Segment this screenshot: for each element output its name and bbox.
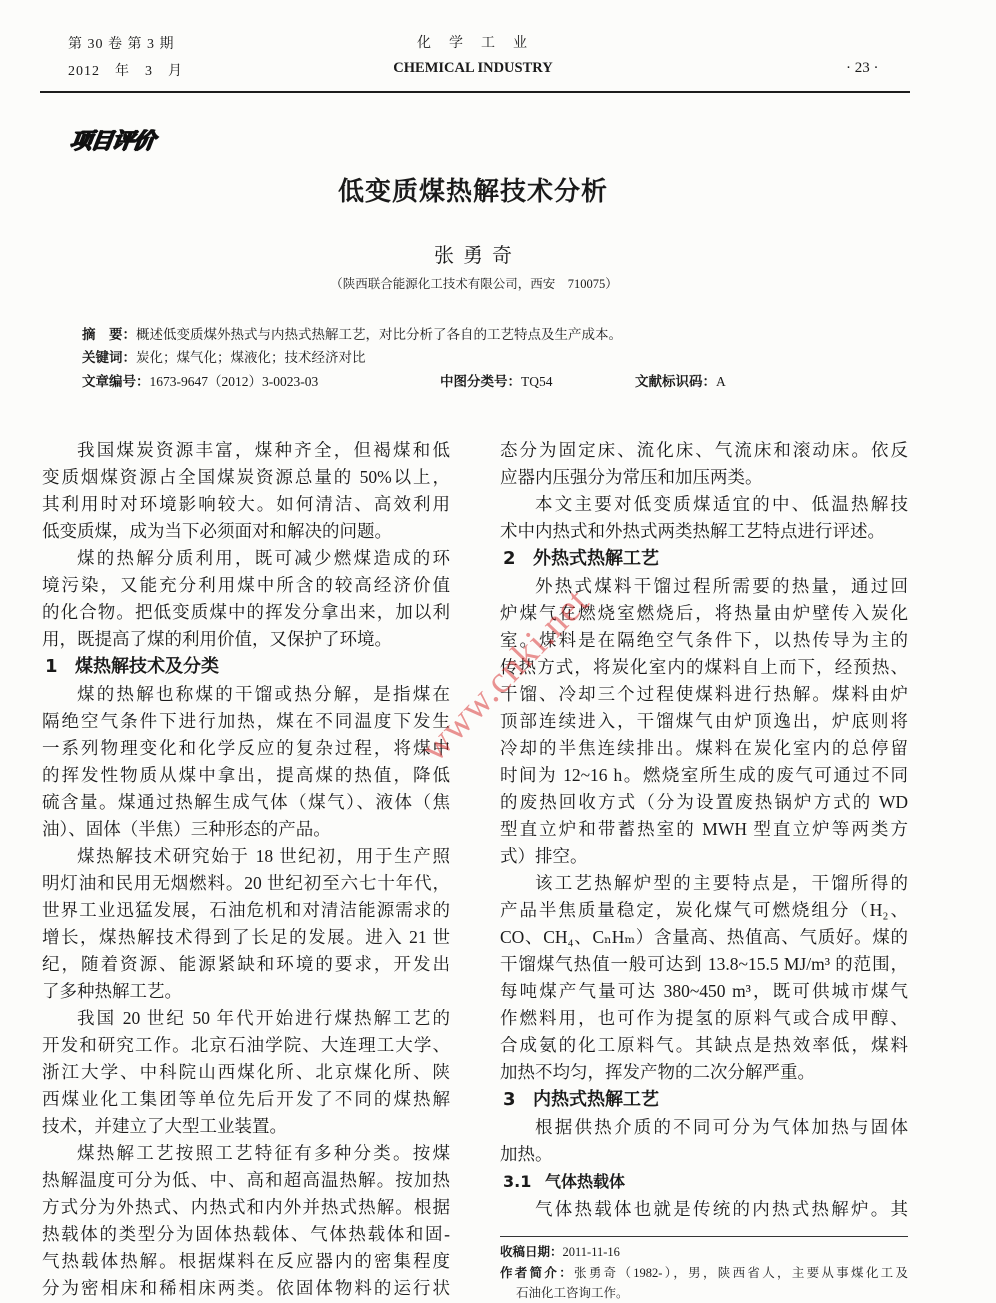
- text-line: 作燃料用，也可作为提氢的原料气或合成甲醇、: [500, 1008, 908, 1028]
- text-line: 纪，随着资源、能源紧缺和环境的要求，开发出: [42, 954, 450, 974]
- document-code: [635, 372, 726, 392]
- text-line: 硫含量。煤通过热解生成气体（煤气）、液体（焦: [42, 792, 450, 812]
- section-title: 气体热载体: [545, 1172, 626, 1191]
- paragraph: [42, 545, 450, 653]
- text-line: 油）、固体（半焦）三种形态的产品。: [42, 819, 331, 839]
- text-line: 煤的热解也称煤的干馏或热分解，是指煤在: [77, 684, 450, 704]
- received-date: [500, 1242, 620, 1261]
- section-heading: [500, 545, 908, 573]
- text-line: 其利用时对环境影响较大。如何清洁、高效利用: [42, 494, 450, 514]
- text-line: 低变质煤，成为当下必须面对和解决的问题。: [42, 521, 392, 541]
- text-line: 用，既提高了煤的利用价值，又保护了环境。: [42, 629, 392, 649]
- text-line: 应器内压强分为常压和加压两类。: [500, 467, 763, 487]
- text-line: 室。煤料是在隔绝空气条件下，以热传导为主的: [500, 630, 908, 650]
- author-bio: [500, 1263, 908, 1282]
- section-title: 外热式热解工艺: [533, 548, 659, 569]
- text-line: 合成氨的化工原料气。其缺点是热效率低，煤料: [500, 1035, 908, 1055]
- text-line: 外热式煤料干馏过程所需要的热量，通过回: [535, 576, 908, 596]
- watermark: www.cnki.net: [412, 580, 598, 770]
- author-bio-label: 作者简介：: [500, 1265, 575, 1280]
- text-line: 术中内热式和外热式两类热解工艺特点进行评述。: [500, 521, 885, 541]
- text-line: 气体热载体也就是传统的内热式热解炉。其: [535, 1199, 908, 1219]
- right-column: [500, 437, 908, 1223]
- paragraph: [500, 491, 908, 545]
- paragraph: [500, 437, 908, 491]
- section-title: 煤热解技术及分类: [75, 656, 219, 677]
- text-line: 世界工业迅猛发展，石油危机和对清洁能源需求的: [42, 900, 450, 920]
- author-affiliation: （陕西联合能源化工技术有限公司，西安 710075）: [330, 277, 618, 291]
- classification-number: [440, 372, 553, 392]
- text-line: 干馏、冷却三个过程使煤料进行热解。煤料由炉: [500, 684, 908, 704]
- text-line: 态分为固定床、流化床、气流床和滚动床。依反: [500, 440, 908, 460]
- received-date-label: 收稿日期：: [500, 1244, 563, 1259]
- text-line: 变质烟煤资源占全国煤炭资源总量的 50%以上，: [42, 467, 450, 487]
- section-heading: [500, 1168, 908, 1196]
- paragraph: [500, 870, 908, 1086]
- abstract-label: 摘 要：: [82, 327, 136, 343]
- text-line: 增长，煤热解技术得到了长足的发展。进入 21 世: [42, 927, 450, 947]
- page-number: · 23 ·: [846, 60, 879, 76]
- text-line: 干馏煤气热值一般可达到 13.8~15.5 MJ/m³ 的范围，: [500, 954, 908, 974]
- journal-name-en: CHEMICAL INDUSTRY: [393, 60, 553, 76]
- keywords-text: 炭化；煤气化；煤液化；技术经济对比: [136, 350, 366, 365]
- abstract: [82, 325, 622, 345]
- author-bio-line: 张勇奇（1982-），男，陕西省人，主要从事煤化工及: [574, 1266, 908, 1280]
- paragraph: [500, 1196, 908, 1223]
- header-rule: [40, 91, 910, 93]
- text-line: 我国 20 世纪 50 年代开始进行煤热解工艺的: [77, 1008, 450, 1028]
- text-line: 方式分为外热式、内热式和内外并热式热解。根据: [42, 1197, 450, 1217]
- document-code-label: 文献标识码：: [635, 374, 716, 390]
- abstract-text: 概述低变质煤外热式与内热式热解工艺，对比分析了各自的工艺特点及生产成本。: [136, 327, 622, 342]
- classification-value: TQ54: [521, 374, 553, 389]
- text-line: 明灯油和民用无烟燃料。20 世纪初至六七十年代，: [42, 873, 450, 893]
- paragraph: [42, 1005, 450, 1140]
- text-line: 每吨煤产气量可达 380~450 m³，既可供城市煤气: [500, 981, 908, 1001]
- classification-label: 中图分类号：: [440, 374, 521, 390]
- text-line: 加热不均匀，挥发产物的二次分解严重。: [500, 1062, 815, 1082]
- article-number-value: 1673-9647（2012）3-0023-03: [149, 374, 319, 389]
- section-number: 3.1: [503, 1172, 532, 1191]
- text-line: 我国煤炭资源丰富，煤种齐全，但褐煤和低: [77, 440, 450, 460]
- text-line: 型直立炉和带蓄热室的 MWH 型直立炉等两类方: [500, 819, 908, 839]
- text-line: 一系列物理变化和化学反应的复杂过程，将煤中: [42, 738, 450, 758]
- text-line: 境污染，又能充分利用煤中所含的较高经济价值: [42, 575, 450, 595]
- text-line: 冷却的半焦连续排出。煤料在炭化室内的总停留: [500, 738, 908, 758]
- text-line: 式）排空。: [500, 846, 588, 866]
- text-line: 顶部连续进入，干馏煤气由炉顶逸出，炉底则将: [500, 711, 908, 731]
- text-line: 的挥发性物质从煤中拿出，提高煤的热值，降低: [42, 765, 450, 785]
- text-line: 的废热回收方式（分为设置废热锅炉方式的 WD: [500, 792, 908, 812]
- section-heading: [42, 653, 450, 681]
- journal-date: 2012 年 3 月: [68, 64, 183, 79]
- left-column: [42, 437, 450, 1302]
- section-tag-logo: 项目评价: [68, 129, 156, 154]
- text-line: 根据供热介质的不同可分为气体加热与固体: [535, 1117, 908, 1137]
- author-name: 张勇奇: [434, 245, 521, 267]
- text-line: 技术，并建立了大型工业装置。: [42, 1116, 287, 1136]
- document-code-value: A: [716, 374, 726, 389]
- author-bio-line: 石油化工咨询工作。: [516, 1286, 629, 1300]
- keywords-label: 关键词：: [82, 350, 136, 366]
- text-line: 加热。: [500, 1144, 553, 1164]
- text-line: 了多种热解工艺。: [42, 981, 182, 1001]
- text-line: 分为密相床和稀相床两类。依固体物料的运行状: [42, 1278, 450, 1298]
- paragraph: [500, 1114, 908, 1168]
- text-line: 本文主要对低变质煤适宜的中、低温热解技: [535, 494, 908, 514]
- text-line: 煤热解技术研究始于 18 世纪初，用于生产照: [77, 846, 450, 866]
- section-heading: [500, 1086, 908, 1114]
- article-title: 低变质煤热解技术分析: [337, 177, 608, 207]
- text-line: 热载体的类型分为固体热载体、气体热载体和固-: [42, 1224, 450, 1244]
- text-line: 该工艺热解炉型的主要特点是，干馏所得的: [535, 873, 908, 893]
- journal-name-cn: 化 学 工 业: [417, 36, 529, 51]
- section-number: 3: [503, 1089, 516, 1110]
- text-line: CO、CH₄、CₙHₘ）含量高、热值高、气质好。煤的: [500, 927, 908, 947]
- text-line: 煤热解工艺按照工艺特征有多种分类。按煤: [77, 1143, 450, 1163]
- article-number-label: 文章编号：: [82, 374, 150, 390]
- text-line: 的化合物。把低变质煤中的挥发分拿出来，加以利: [42, 602, 450, 622]
- text-line: 时间为 12~16 h。燃烧室所生成的废气可通过不同: [500, 765, 908, 785]
- section-number: 1: [45, 656, 58, 677]
- section-number: 2: [503, 548, 516, 569]
- footnote-rule: [500, 1236, 908, 1237]
- text-line: 隔绝空气条件下进行加热，煤在不同温度下发生: [42, 711, 450, 731]
- text-line: 开发和研究工作。北京石油学院、大连理工大学、: [42, 1035, 450, 1055]
- paragraph: [42, 1140, 450, 1302]
- article-number: [82, 372, 318, 392]
- journal-volume-issue: 第 30 卷 第 3 期: [68, 37, 175, 52]
- text-line: 浙江大学、中科院山西煤化所、北京煤化所、陕: [42, 1062, 450, 1082]
- keywords: [82, 348, 366, 368]
- text-line: 西煤业化工集团等单位先后开发了不同的煤热解: [42, 1089, 450, 1109]
- text-line: 气热载体热解。根据煤料在反应器内的密集程度: [42, 1251, 450, 1271]
- section-title: 内热式热解工艺: [533, 1089, 659, 1110]
- paragraph: [42, 843, 450, 1005]
- text-line: 煤的热解分质利用，既可减少燃煤造成的环: [77, 548, 450, 568]
- text-line: 产品半焦质量稳定，炭化煤气可燃烧组分（H₂、: [500, 900, 908, 920]
- paragraph: [42, 437, 450, 545]
- text-line: 炉煤气在燃烧室燃烧后，将热量由炉壁传入炭化: [500, 603, 908, 623]
- received-date-value: 2011-11-16: [562, 1245, 620, 1259]
- text-line: 传热方式，将炭化室内的煤料自上而下，经预热、: [500, 657, 908, 677]
- text-line: 热解温度可分为低、中、高和超高温热解。按加热: [42, 1170, 450, 1190]
